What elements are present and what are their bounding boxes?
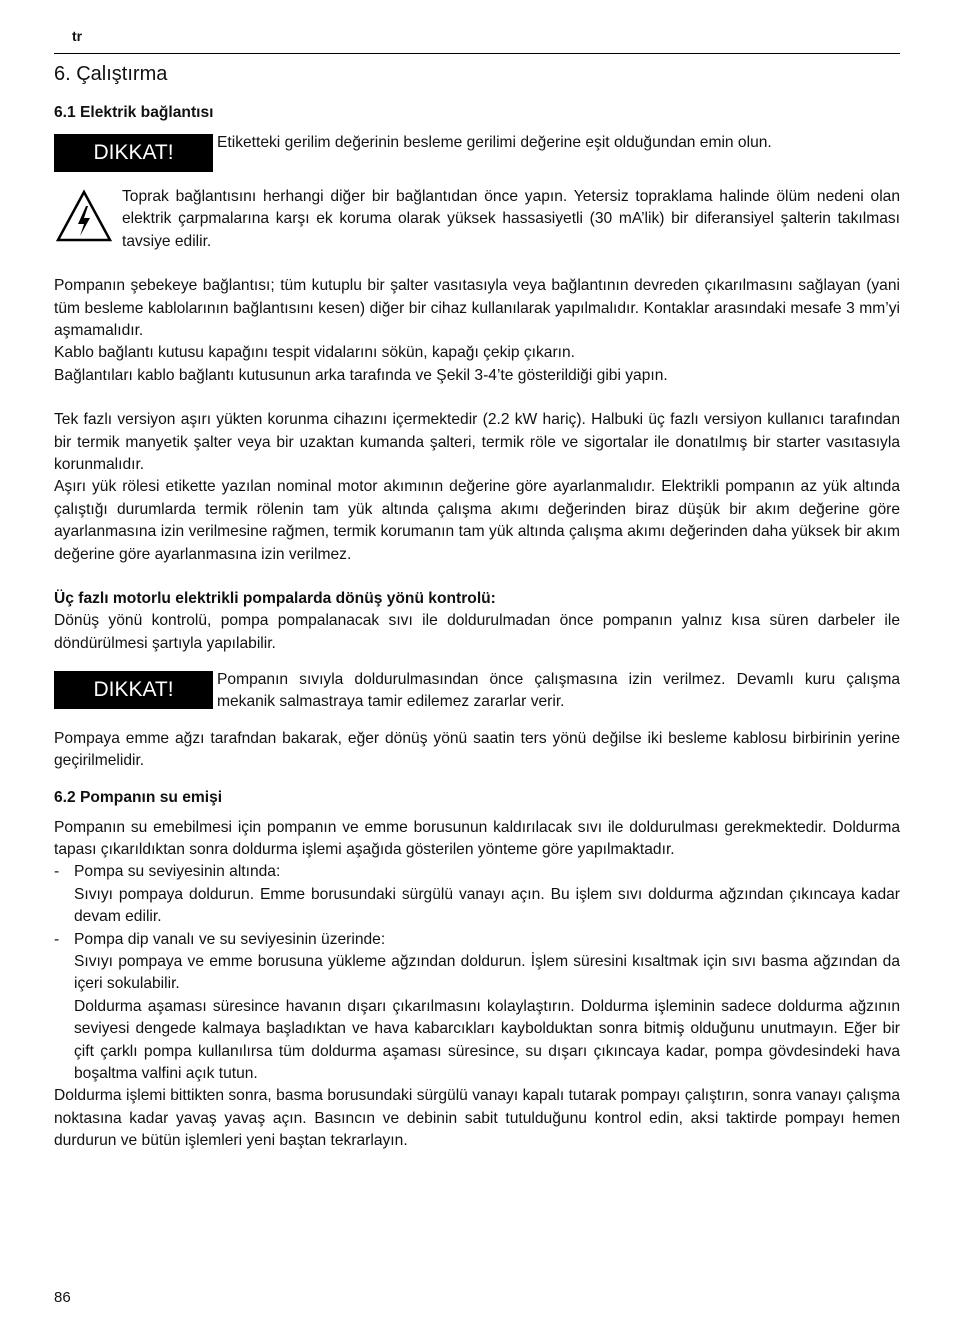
electrical-hazard-block [54,186,900,253]
page-number: 86 [54,1289,71,1306]
list-item-title: Pompa dip vanalı ve su seviyesinin üzerinde: [74,930,386,948]
list-item-text: Sıvıyı pompaya doldurun. Emme borusundaki sürgülü vanayı açın. Bu işlem sıvı doldurma ağzından çıkıncaya kadar devam edilir. [74,885,900,926]
warning-text-dry-run: Pompanın sıvıyla doldurulmasından önce çalışmasına izin verilmez. Devamlı kuru çalışma mekanik salmastraya tamir edilemez zararlar verir. [217,670,900,711]
grounding-text: Toprak bağlantısını herhangi diğer bir bağlantıdan önce yapın. Yetersiz topraklama halinde ölüm nedeni olan elektrik çarpmalarına karşı ek koruma olarak yüksek hassasiyetli (30 mA’lik) bir diferansiyel şalterin takılması tavsiye edilir. [122,188,900,250]
section-6-1-heading: 6.1 Elektrik bağlantısı [54,104,214,121]
list-item [54,861,900,883]
paragraph-rotation-check: Dönüş yönü kontrolü, pompa pompalanacak sıvı ile doldurulmadan önce pompanın yalnız kısa süren darbeler ile döndürülmesi şartıyla yapılabilir. [54,612,900,652]
list-marker: - [54,930,60,948]
paragraph-rotation-direction: Pompaya emme ağzı tarafndan bakarak, eğer dönüş yönü saatin ters yönü değilse iki besleme kablosu birbirinin yerine geçirilmelidir. [54,729,900,770]
section-6-2-heading: 6.2 Pompanın su emişi [54,788,223,806]
warning-block-voltage [54,132,900,172]
paragraph-connections: Bağlantıları kablo bağlantı kutusunun arka tarafında ve Şekil 3-4’te gösterildiği gibi yapın. [54,366,668,384]
header-rule [54,53,900,54]
list-item [54,929,900,951]
dikkat-badge: DIKKAT! [54,671,213,709]
paragraph-overload-relay: Aşırı yük rölesi etikette yazılan nominal motor akımının değerine göre ayarlanmalıdır. Elektrikli pompanın az yük altında çalıştığı durumlarda termik rölenin tam yük altında çalışma akımı değerinden biraz düşük bir akım değerine göre ayarlanmasına izin verilmesine rağmen, termik korumanın tam yük altında çalışma akımı değerinden daha yüksek bir akım değerine göre ayarlanmasına izin verilmez. [54,478,900,563]
electrical-hazard-icon [54,188,114,244]
list-item-text: Sıvıyı pompaya ve emme borusuna yükleme ağzından doldurun. İşlem süresini kısaltmak için sıvı basma ağzından da içeri sokulabilir. [74,952,900,993]
language-code: tr [72,28,83,44]
paragraph-mains-connection: Pompanın şebekeye bağlantısı; tüm kutuplu bir şalter vasıtasıyla veya bağlantının devreden çıkarılmasını sağlayan (yani tüm besleme kablolarının bağlantısını kesen) diğer bir cihaz kullanılarak yapılmalıdır. Kontaklar arasındaki mesafe 3 mm’yi aşmamalıdır. [54,277,900,340]
page-content [54,60,900,1153]
paragraph-terminal-box: Kablo bağlantı kutusu kapağını tespit vidalarını sökün, kapağı çekip çıkarın. [54,344,575,362]
list-item-title: Pompa su seviyesinin altında: [74,863,281,881]
rotation-check-heading: Üç fazlı motorlu elektrikli pompalarda dönüş yönü kontrolü: [54,590,496,608]
warning-block-dry-run [54,669,900,714]
warning-text-voltage: Etiketteki gerilim değerinin besleme gerilimi değerine eşit olduğundan emin olun. [217,134,772,151]
dikkat-badge: DIKKAT! [54,134,213,172]
paragraph-priming-finish: Doldurma işlemi bittikten sonra, basma borusundaki sürgülü vanayı kapalı tutarak pompayı çalıştırın, sonra vanayı çalışma noktasına kadar yavaş yavaş açın. Basıncın ve debinin sabit tutulduğunu kontrol edin, aksi taktirde pompayı hemen durdurun ve bütün işlemleri yeni baştan tekrarlayın. [54,1087,900,1150]
paragraph-overload-protection: Tek fazlı versiyon aşırı yükten korunma cihazını içermektedir (2.2 kW hariç). Halbuki üç fazlı versiyon kullanıcı tarafından bir termik manyetik şalter veya bir uzaktan kumanda şalteri, termik röle ve sigortalar ile donatılmış bir starter vasıtasıyla korunmalıdır. [54,411,900,474]
paragraph-priming-intro: Pompanın su emebilmesi için pompanın ve emme borusunun kaldırılacak sıvı ile doldurulması gerekmektedir. Doldurma tapası çıkarıldıktan sonra doldurma işlemi aşağıda gösterilen yönteme göre yapılmaktadır. [54,818,900,858]
list-item-text: Doldurma aşaması süresince havanın dışarı çıkarılmasını kolaylaştırın. Doldurma işleminin sadece doldurma ağzının seviyesi dengede kalmaya başladıktan ve hava kabarcıkları kaybolduktan sonra bitmiş olduğunu unutmayın. Eğer bir çift çarklı pompa kullanılırsa tüm doldurma aşaması süresince, su dışarı çıkıncaya kadar, pompa gövdesindeki hava boşaltma valfini açık tutun. [74,997,900,1082]
list-marker: - [54,863,60,881]
section-title: 6. Çalıştırma [54,63,168,85]
